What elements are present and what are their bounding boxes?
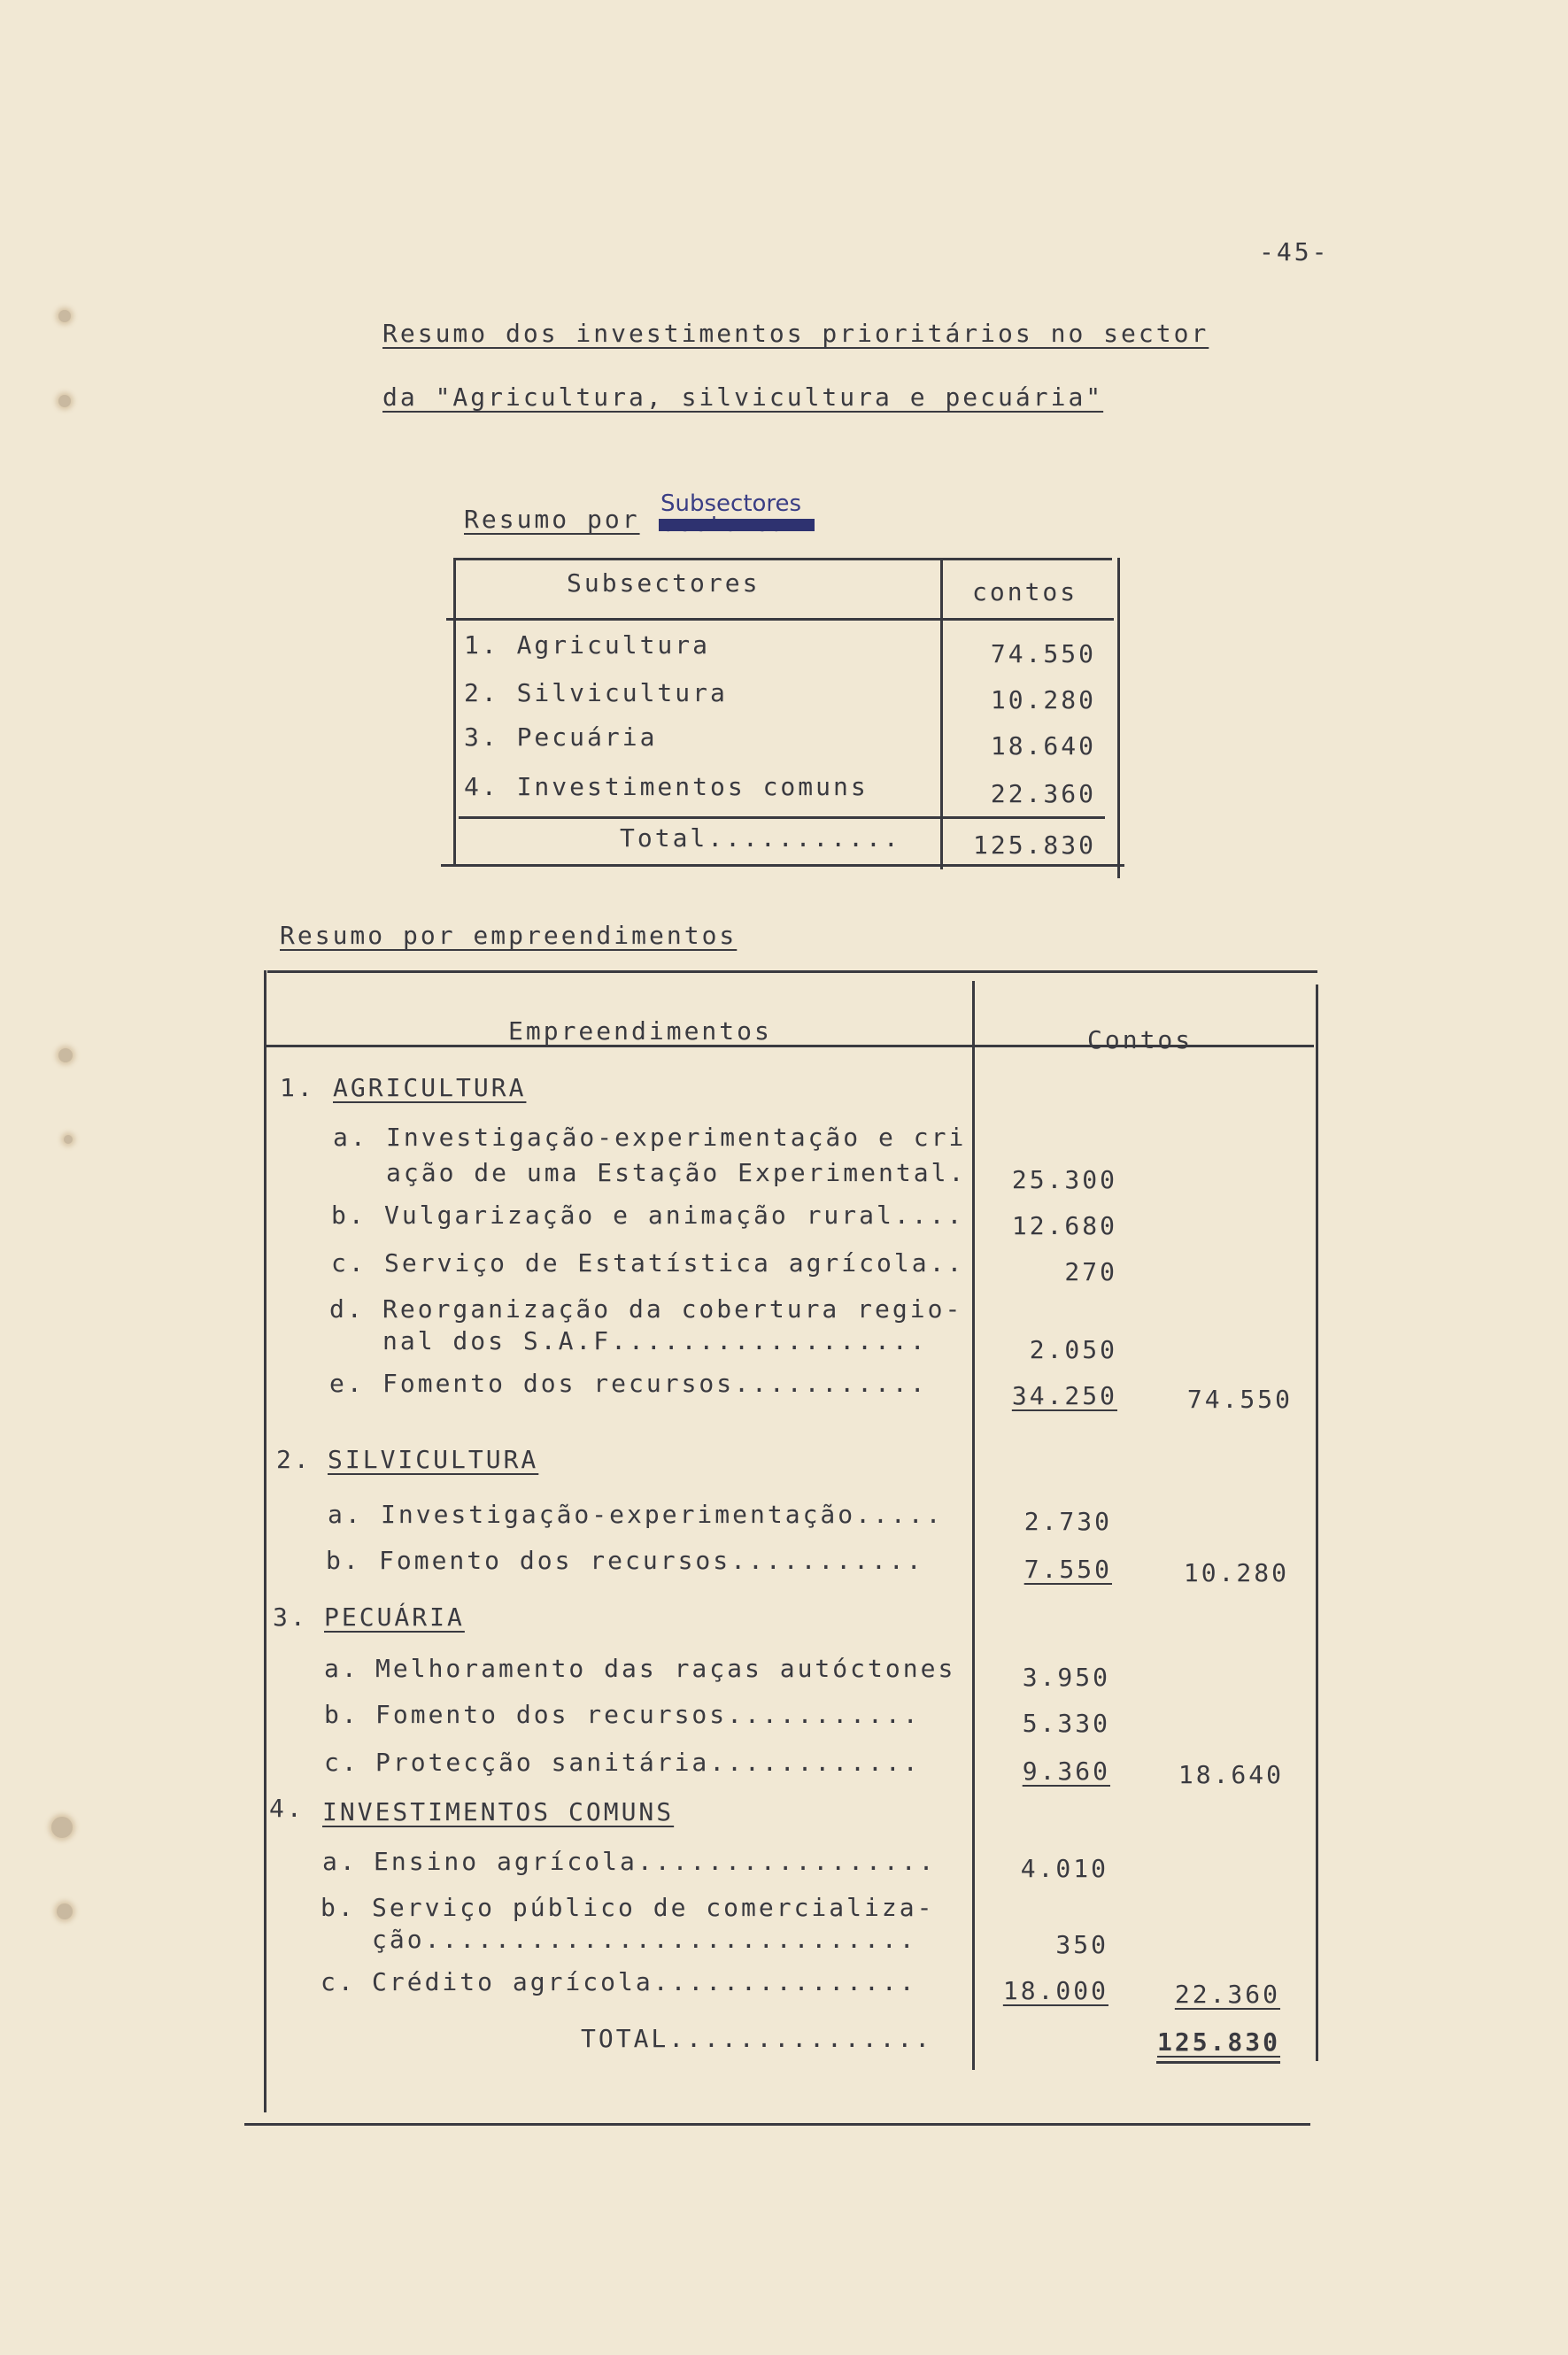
subsector-column-header: Subsectores (567, 568, 761, 598)
item-value: 5.330 (1022, 1709, 1110, 1738)
table-rule (446, 618, 1114, 621)
table-rule (453, 558, 456, 864)
subsector-row-value: 74.550 (990, 639, 1096, 668)
binder-hole (51, 1817, 73, 1838)
item-value: 7.550 (1023, 1555, 1112, 1584)
handwritten-correction: Subsectores (660, 490, 802, 517)
item-label: Serviço público de comercializa- (372, 1893, 935, 1922)
group-number: 1. (280, 1073, 315, 1102)
item-letter: a. (333, 1123, 368, 1152)
group-subtotal: 18.640 (1178, 1760, 1284, 1789)
item-label: Fomento dos recursos........... (375, 1700, 921, 1729)
strike-through-mark (659, 519, 815, 531)
item-letter: b. (331, 1201, 367, 1230)
enterprise-column-header: Empreendimentos (508, 1016, 772, 1046)
item-label: Vulgarização e animação rural.... (384, 1201, 965, 1230)
group-subtotal: 10.280 (1183, 1558, 1289, 1587)
item-letter: a. (324, 1654, 359, 1683)
item-label: Serviço de Estatística agrícola.. (384, 1248, 965, 1278)
item-letter: b. (324, 1700, 359, 1729)
item-label-continued: ção............................ (372, 1925, 917, 1954)
item-label: Protecção sanitária............ (375, 1748, 921, 1777)
group-number: 4. (269, 1794, 305, 1823)
table-rule (441, 864, 1124, 867)
item-letter: c. (324, 1748, 359, 1777)
item-label: Melhoramento das raças autóctones (375, 1654, 956, 1683)
item-label-continued: ação de uma Estação Experimental. (386, 1158, 967, 1187)
subsector-row-value: 18.640 (990, 731, 1096, 761)
subsector-heading: Resumo por (464, 505, 640, 534)
contos-column-header: contos (972, 577, 1078, 606)
item-value: 25.300 (1011, 1165, 1117, 1194)
contos-column-header: Contos (1087, 1025, 1193, 1054)
item-letter: a. (322, 1847, 358, 1876)
item-value: 3.950 (1022, 1663, 1110, 1692)
group-title: PECUÁRIA (324, 1602, 465, 1632)
item-label: Reorganização da cobertura regio- (382, 1294, 963, 1324)
group-title: SILVICULTURA (328, 1445, 539, 1474)
grand-total-label: TOTAL............... (581, 2024, 933, 2053)
table-rule (972, 981, 975, 2070)
page-number: -45- (1259, 237, 1330, 266)
item-label: Fomento dos recursos........... (379, 1546, 924, 1575)
item-value: 4.010 (1020, 1854, 1108, 1883)
item-label: Fomento dos recursos........... (382, 1369, 928, 1398)
item-value: 34.250 (1011, 1381, 1117, 1410)
item-label: Investigação-experimentação e cri (386, 1123, 967, 1152)
subsector-row-label: 4. Investimentos comuns (464, 772, 869, 801)
table-rule (244, 2123, 1310, 2126)
table-rule (940, 558, 943, 869)
item-label: Investigação-experimentação..... (381, 1500, 944, 1529)
table-rule (264, 970, 266, 2112)
item-letter: b. (326, 1546, 361, 1575)
binder-hole (58, 310, 71, 322)
item-letter: c. (331, 1248, 367, 1278)
group-subtotal: 74.550 (1186, 1385, 1293, 1414)
table-rule (1316, 984, 1318, 2061)
subsector-total-value: 125.830 (972, 830, 1096, 860)
item-label-continued: nal dos S.A.F.................. (382, 1326, 928, 1355)
item-value: 270 (1064, 1257, 1117, 1286)
item-label: Ensino agrícola................. (374, 1847, 937, 1876)
subsector-row-label: 1. Agricultura (464, 630, 711, 660)
binder-hole (57, 1903, 73, 1919)
document-title-line-1: Resumo dos investimentos prioritários no sector (382, 319, 1209, 348)
group-number: 3. (273, 1602, 308, 1632)
group-title: INVESTIMENTOS COMUNS (322, 1797, 675, 1826)
group-subtotal: 22.360 (1174, 1980, 1280, 2009)
item-letter: d. (329, 1294, 365, 1324)
item-letter: c. (321, 1967, 356, 1996)
double-underline (1156, 2061, 1280, 2064)
item-value: 9.360 (1022, 1757, 1110, 1786)
item-value: 350 (1055, 1930, 1108, 1959)
item-letter: b. (321, 1893, 356, 1922)
subsector-total-label: Total........... (620, 823, 901, 853)
item-label: Crédito agrícola............... (372, 1967, 917, 1996)
table-rule (1117, 558, 1120, 878)
subsector-row-label: 2. Silvicultura (464, 678, 728, 707)
item-value: 2.730 (1023, 1507, 1112, 1536)
enterprise-heading: Resumo por empreendimentos (280, 921, 738, 950)
binder-hole (58, 395, 71, 407)
group-title: AGRICULTURA (333, 1073, 527, 1102)
item-value: 12.680 (1011, 1211, 1117, 1240)
binder-hole (64, 1135, 73, 1144)
item-value: 18.000 (1002, 1976, 1108, 2005)
subsector-row-value: 22.360 (990, 779, 1096, 808)
table-rule (459, 816, 1105, 819)
table-rule (453, 558, 1112, 560)
group-number: 2. (276, 1445, 312, 1474)
item-letter: a. (328, 1500, 363, 1529)
document-title-line-2: da "Agricultura, silvicultura e pecuária" (382, 382, 1104, 412)
item-letter: e. (329, 1369, 365, 1398)
table-rule (267, 970, 1317, 973)
subsector-row-value: 10.280 (990, 685, 1096, 714)
subsector-row-label: 3. Pecuária (464, 722, 658, 752)
binder-hole (58, 1048, 73, 1062)
item-value: 2.050 (1029, 1335, 1117, 1364)
grand-total-value: 125.830 (1156, 2027, 1280, 2057)
